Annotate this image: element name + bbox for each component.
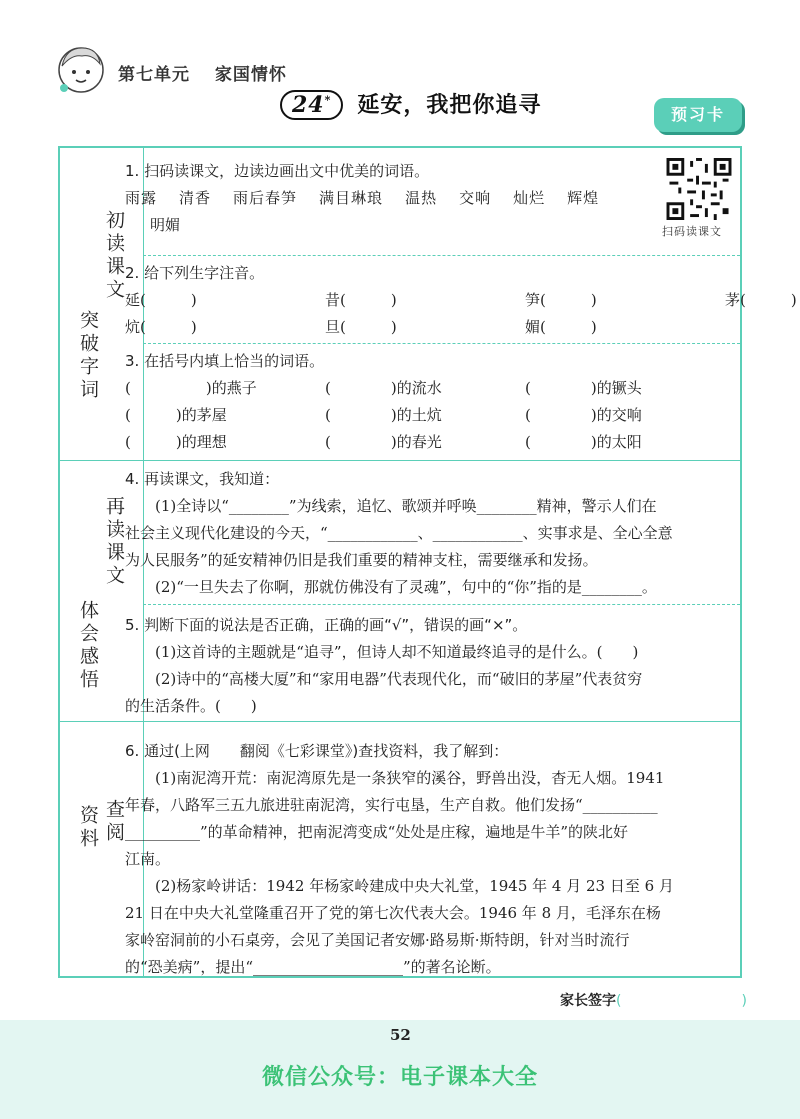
fill-blank[interactable]: ( )的茅屋 — [125, 406, 227, 424]
research-line[interactable]: 年春，八路军三五九旅进驻南泥湾，实行屯垦，生产自救。他们发扬“__________ — [125, 796, 658, 814]
parent-signature: 家长签字( ) — [560, 993, 747, 1009]
question-3 — [125, 348, 782, 456]
pinyin-blank[interactable]: 昔( ) — [325, 291, 397, 309]
research-line: 21 日在中央大礼堂隆重召开了党的第七次代表大会。1946 年 8 月，毛泽东在杨 — [125, 904, 661, 922]
question-2 — [125, 260, 797, 341]
pinyin-blank[interactable]: 茅( ) — [725, 291, 797, 309]
fill-blank[interactable]: ( )的春光 — [325, 433, 442, 451]
question-2-prompt: 2. 给下列生字注音。 — [125, 264, 265, 282]
fill-blank[interactable]: ( )的太阳 — [525, 433, 642, 451]
research-line[interactable]: 的“恐美病”，提出“____________________”的著名论断。 — [125, 958, 501, 976]
unit-header — [118, 60, 287, 85]
question-5 — [125, 612, 782, 720]
word: 清香 — [179, 189, 212, 207]
row-divider — [143, 255, 740, 256]
fill-blank[interactable]: ( )的镢头 — [525, 379, 642, 397]
research-line: (2)杨家岭讲话：1942 年杨家岭建成中央大礼堂，1945 年 4 月 23 日至 6 月 — [155, 877, 674, 895]
row-divider — [143, 343, 740, 344]
pinyin-blank[interactable]: 延( ) — [125, 291, 197, 309]
pinyin-blank[interactable]: 笋( ) — [525, 291, 597, 309]
word: 辉煌 — [567, 189, 600, 207]
word: 交响 — [459, 189, 492, 207]
mascot-illustration — [52, 40, 110, 98]
preview-card-tag: 预习卡 — [654, 98, 742, 132]
word: 雨露 — [125, 189, 158, 207]
answer-line[interactable]: 社会主义现代化建设的今天，“____________、____________、实事求是、全心全意 — [125, 524, 673, 542]
question-4 — [125, 466, 782, 601]
qr-code-label: 扫码读课文 — [662, 225, 722, 238]
question-1 — [125, 158, 670, 212]
fill-blank[interactable]: ( )的理想 — [125, 433, 227, 451]
lesson-title — [280, 88, 541, 120]
research-line: 家岭窑洞前的小石桌旁，会见了美国记者安娜·路易斯·斯特朗，针对当时流行 — [125, 931, 630, 949]
question-3-prompt: 3. 在括号内填上恰当的词语。 — [125, 352, 325, 370]
page-number: 52 — [390, 1026, 411, 1044]
research-line: (1)南泥湾开荒：南泥湾原先是一条狭窄的溪谷，野兽出没，杳无人烟。1941 — [155, 769, 665, 787]
pinyin-row — [125, 287, 797, 314]
wechat-account: 微信公众号：电子课本大全 — [261, 1065, 538, 1090]
word: 温热 — [405, 189, 438, 207]
row-divider — [143, 604, 740, 605]
section-divider — [60, 721, 740, 722]
answer-line[interactable]: (2)“一旦失去了你啊，那就仿佛没有了灵魂”，句中的“你”指的是________。 — [155, 578, 657, 596]
judgment-item[interactable]: (2)诗中的“高楼大厦”和“家用电器”代表现代化，而“破旧的茅屋”代表贫穷 — [155, 670, 643, 688]
research-line[interactable]: __________”的革命精神，把南泥湾变成“处处是庄稼，遍地是牛羊”的陕北好 — [125, 823, 629, 841]
pinyin-blank[interactable]: 炕( ) — [125, 318, 197, 336]
fill-blank[interactable]: ( )的土炕 — [325, 406, 442, 424]
section-label-research: 查阅 资料 — [77, 799, 125, 851]
question-1-prompt: 1. 扫码读课文，边读边画出文中优美的词语。 — [125, 162, 430, 180]
question-4-prompt: 4. 再读课文，我知道： — [125, 470, 280, 488]
question-6 — [125, 738, 782, 981]
answer-line: 为人民服务”的延安精神仍旧是我们重要的精神支柱，需要继承和发扬。 — [125, 551, 598, 569]
unit-number: 第七单元 — [118, 65, 190, 85]
section-label-read-first: 初读课文 突破字词 — [77, 210, 125, 402]
pinyin-blank[interactable]: 旦( ) — [325, 318, 397, 336]
word: 雨后春笋 — [233, 189, 298, 207]
fill-blank[interactable]: ( )的流水 — [325, 379, 442, 397]
lesson-number-badge: 24* — [280, 90, 343, 120]
fill-blank[interactable]: ( )的交响 — [525, 406, 642, 424]
word-list-continued — [150, 212, 782, 239]
question-5-prompt: 5. 判断下面的说法是否正确，正确的画“√”，错误的画“×”。 — [125, 616, 528, 634]
pinyin-blank[interactable]: 媚( ) — [525, 318, 597, 336]
question-6-prompt: 6. 通过(上网 翻阅《七彩课堂》)查找资料，我了解到： — [125, 742, 509, 760]
word: 满目琳琅 — [319, 189, 384, 207]
judgment-item[interactable]: (1)这首诗的主题就是“追寻”，但诗人却不知道最终追寻的是什么。( ) — [155, 643, 639, 661]
word: 明媚 — [150, 216, 181, 234]
parent-signature-label: 家长签字 — [560, 993, 616, 1009]
fill-row — [125, 402, 782, 429]
unit-theme: 家国情怀 — [214, 65, 287, 85]
judgment-item-continued[interactable]: 的生活条件。( ) — [125, 697, 257, 715]
fill-row — [125, 375, 782, 402]
word-list — [125, 185, 670, 212]
fill-blank[interactable]: ( )的燕子 — [125, 379, 257, 397]
fill-row — [125, 429, 782, 456]
section-divider — [60, 460, 740, 461]
lesson-title-text: 延安，我把你追寻 — [357, 92, 542, 118]
word: 灿烂 — [513, 189, 546, 207]
answer-line[interactable]: (1)全诗以“________”为线索，追忆、歌颂并呼唤________精神，警示人们在 — [155, 497, 657, 515]
research-line: 江南。 — [125, 850, 171, 868]
pinyin-row — [125, 314, 782, 341]
section-label-reread: 再读课文 体会感悟 — [77, 496, 125, 692]
